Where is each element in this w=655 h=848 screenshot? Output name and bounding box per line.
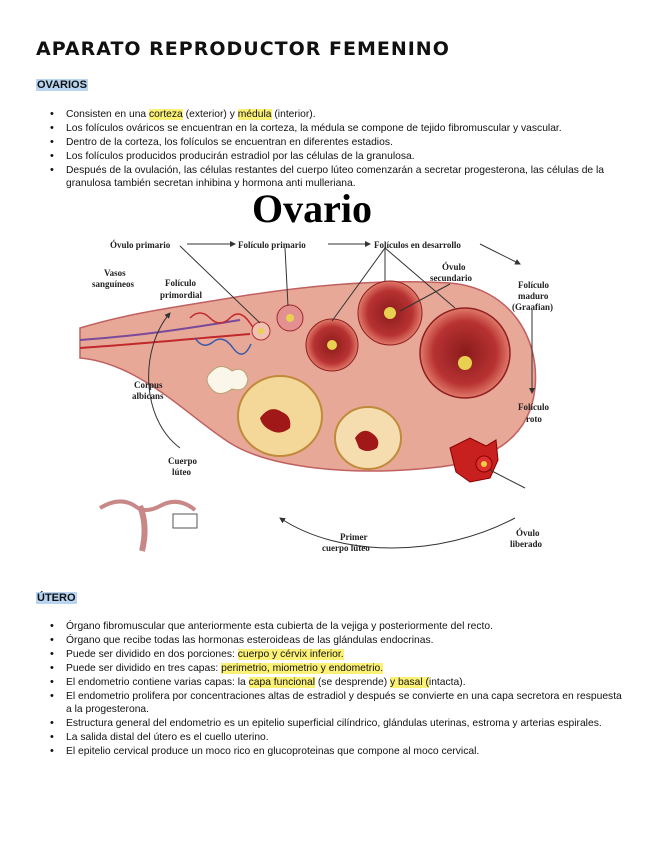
- list-item: • Los folículos ováricos se encuentran en la corteza, la médula se compone de tejido fibromuscular y vascular.: [36, 122, 626, 135]
- list-item: • Puede ser dividido en dos porciones: cuerpo y cérvix inferior.: [36, 648, 626, 661]
- page-title: APARATO REPRODUCTOR FEMENINO: [36, 38, 450, 60]
- label-maduro: maduro: [518, 291, 549, 301]
- section-label-ovarios: OVARIOS: [37, 79, 87, 91]
- ovarios-bullet-list: [36, 108, 626, 191]
- ovary-diagram: [70, 188, 590, 573]
- list-item: • El endometrio contiene varias capas: la capa funcional (se desprende) y basal (intacta).: [36, 676, 626, 689]
- oocyte: [286, 314, 294, 322]
- oocyte: [327, 340, 337, 350]
- corpus-albicans: [207, 366, 248, 393]
- label-primer: Primer: [340, 532, 368, 542]
- zoom-box: [173, 514, 197, 528]
- label-graafian: (Graafian): [512, 302, 553, 312]
- list-item: • Estructura general del endometrio es un epitelio superficial cilíndrico, glándulas uterinas, estroma y arterias espirales.: [36, 717, 626, 730]
- label-luteo: lúteo: [172, 467, 191, 477]
- list-item: • El epitelio cervical produce un moco rico en glucoproteinas que compone al moco cervical.: [36, 745, 626, 758]
- list-item: • Dentro de la corteza, los folículos se encuentran en diferentes estadios.: [36, 136, 626, 149]
- label-ovulo-primario: Óvulo primario: [110, 240, 171, 250]
- label-foliculo-primario: Folículo primario: [238, 240, 306, 250]
- label-corpus: Corpus: [134, 380, 163, 390]
- label-roto: roto: [526, 414, 542, 424]
- label-cuerpo: Cuerpo: [168, 456, 197, 466]
- label-foliculo-roto: Folículo: [518, 402, 549, 412]
- label-foliculos-desarrollo: Folículos en desarrollo: [374, 240, 461, 250]
- list-item: • Órgano que recibe todas las hormonas esteroideas de las glándulas endocrinas.: [36, 634, 626, 647]
- section-label-utero: ÚTERO: [37, 592, 76, 604]
- list-item: • Consisten en una corteza (exterior) y médula (interior).: [36, 108, 626, 121]
- label-albicans: albicans: [132, 391, 164, 401]
- arrow: [480, 244, 520, 264]
- label-primer-cuerpo-luteo: cuerpo lúteo: [322, 543, 370, 553]
- label-foliculo-primordial: Folículo: [165, 278, 196, 288]
- list-item: • Los folículos producidos producirán estradiol por las células de la granulosa.: [36, 150, 626, 163]
- list-item: • Puede ser dividido en tres capas: perimetrio, miometrio y endometrio.: [36, 662, 626, 675]
- ovary-illustration: [70, 188, 590, 573]
- mature-follicle: [420, 308, 510, 398]
- label-foliculo-maduro: Folículo: [518, 280, 549, 290]
- leader-line: [490, 470, 525, 488]
- utero-bullet-list: [36, 620, 626, 759]
- label-vasos: Vasos: [104, 268, 126, 278]
- cycle-arrow: [280, 518, 515, 548]
- oocyte: [258, 328, 264, 334]
- list-item: • Después de la ovulación, las células restantes del cuerpo lúteo comenzarán a secretar progesterona, las células de la granulosa también secretan inhibina y hormona anti mulleriana.: [36, 164, 626, 190]
- released-oocyte-center: [481, 461, 487, 467]
- label-ovulo-secundario: Óvulo: [442, 262, 466, 272]
- uterus-thumbnail: [100, 501, 195, 510]
- label-sanguineos: sanguíneos: [92, 279, 135, 289]
- uterus-thumbnail-cervix: [140, 506, 145, 551]
- secondary-oocyte: [384, 307, 396, 319]
- label-liberado: liberado: [510, 539, 543, 549]
- list-item: • La salida distal del útero es el cuello uterino.: [36, 731, 626, 744]
- list-item: • El endometrio prolifera por concentraciones altas de estradiol y después se convierte en una capa secretora en respuesta a la progesterona.: [36, 690, 626, 716]
- label-primordial: primordial: [160, 290, 202, 300]
- label-ovulo-liberado: Óvulo: [516, 528, 540, 538]
- mature-oocyte: [458, 356, 472, 370]
- label-secundario: secundario: [430, 273, 473, 283]
- figure-title: Ovario: [252, 188, 372, 231]
- list-item: • Órgano fibromuscular que anteriormente esta cubierta de la vejiga y posteriormente del recto.: [36, 620, 626, 633]
